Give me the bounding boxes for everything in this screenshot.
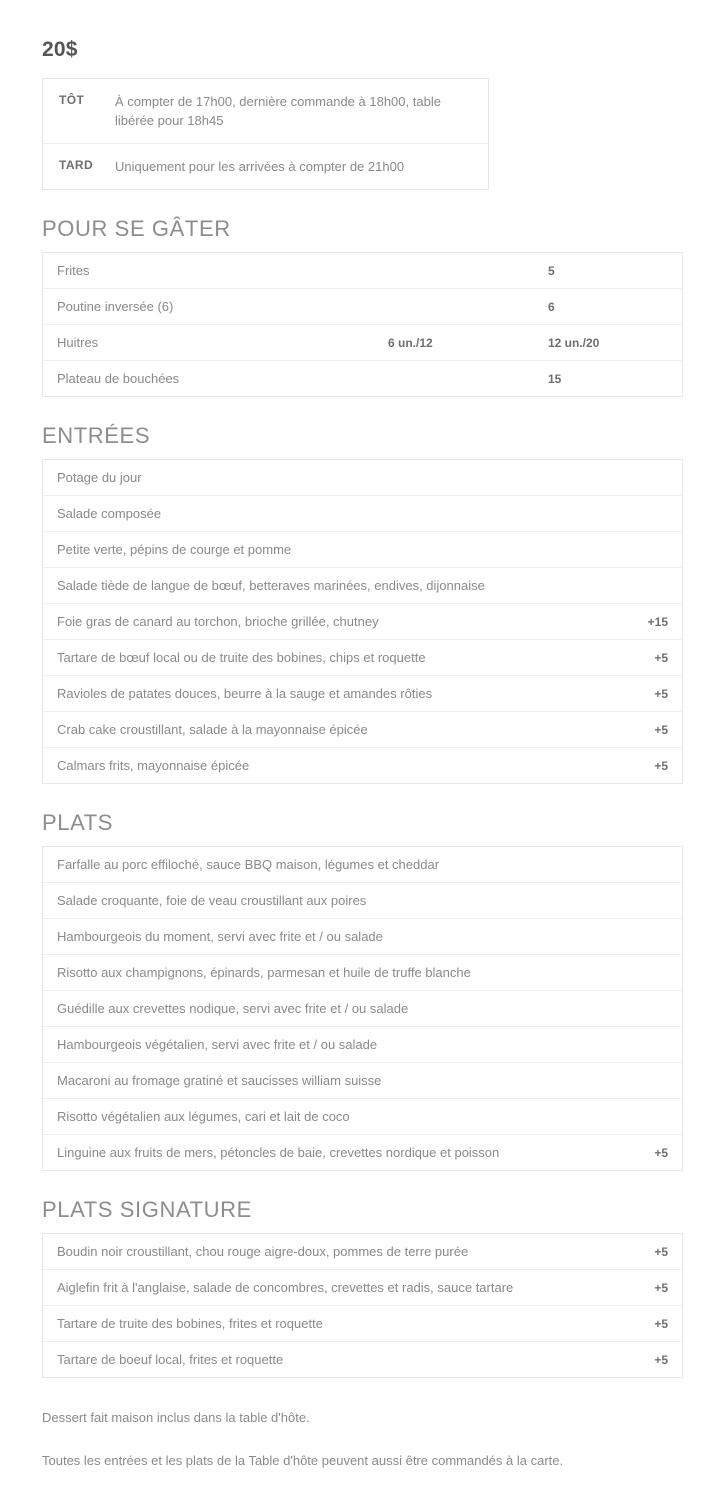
menu-item-price: +5 <box>654 650 668 665</box>
menu-item-row <box>43 1134 682 1170</box>
menu-item-price: +5 <box>654 1280 668 1295</box>
menu-item-row <box>43 531 682 567</box>
menu-item-row <box>43 1269 682 1305</box>
service-time-text: Uniquement pour les arrivées à compter de 21h00 <box>115 159 405 174</box>
menu-item-row <box>43 918 682 954</box>
service-time-row <box>43 143 488 189</box>
section-title-entrees: ENTRÉES <box>42 423 151 448</box>
menu-item-name: Linguine aux fruits de mers, pétoncles de baie, crevettes nordique et poisson <box>57 1145 500 1160</box>
menu-item-row <box>43 1341 682 1377</box>
menu-item-price: 15 <box>548 371 562 386</box>
menu-item-price: +15 <box>647 614 668 629</box>
menu-item-price: 12 un./20 <box>548 335 600 350</box>
menu-item-name: Tartare de truite des bobines, frites et roquette <box>57 1316 323 1331</box>
menu-item-row <box>43 882 682 918</box>
menu-item-name: Tartare de boeuf local, frites et roquette <box>57 1352 284 1367</box>
menu-item-row <box>43 324 682 360</box>
menu-item-row <box>43 495 682 531</box>
menu-item-row <box>43 1234 682 1269</box>
menu-item-name: Foie gras de canard au torchon, brioche grillée, chutney <box>57 614 379 629</box>
page-title: 20$ <box>42 38 78 61</box>
menu-content <box>0 38 723 1470</box>
menu-item-name: Risotto végétalien aux légumes, cari et lait de coco <box>57 1109 350 1124</box>
menu-item-price: +5 <box>654 758 668 773</box>
menu-item-name: Risotto aux champignons, épinards, parmesan et huile de truffe blanche <box>57 965 471 980</box>
service-time-label: TÔT <box>59 93 85 107</box>
footnote-a-la-carte: Toutes les entrées et les plats de la Table d'hôte peuvent aussi être commandés à la carte. <box>42 1453 564 1468</box>
menu-item-name: Hambourgeois du moment, servi avec frite et / ou salade <box>57 929 383 944</box>
menu-item-name: Hambourgeois végétalien, servi avec frite et / ou salade <box>57 1037 378 1052</box>
section-items-entrees <box>42 459 683 784</box>
menu-item-name: Aiglefin frit à l'anglaise, salade de concombres, crevettes et radis, sauce tartare <box>57 1280 514 1295</box>
menu-item-name: Potage du jour <box>57 470 142 485</box>
menu-item-name: Petite verte, pépins de courge et pomme <box>57 542 292 557</box>
menu-item-row <box>43 1098 682 1134</box>
menu-item-row <box>43 847 682 882</box>
menu-item-row <box>43 990 682 1026</box>
service-time-row <box>43 79 488 143</box>
menu-item-price: 6 <box>548 299 555 314</box>
menu-item-row <box>43 1062 682 1098</box>
footnote-dessert: Dessert fait maison inclus dans la table d'hôte. <box>42 1410 310 1425</box>
menu-item-name: Huitres <box>57 335 99 350</box>
menu-item-name: Crab cake croustillant, salade à la mayonnaise épicée <box>57 722 368 737</box>
menu-item-name: Calmars frits, mayonnaise épicée <box>57 758 250 773</box>
menu-item-name: Ravioles de patates douces, beurre à la sauge et amandes rôties <box>57 686 433 701</box>
menu-item-row <box>43 675 682 711</box>
menu-item-row <box>43 1305 682 1341</box>
menu-item-row <box>43 460 682 495</box>
section-title-plats: PLATS <box>42 810 114 835</box>
menu-item-row <box>43 711 682 747</box>
menu-item-price: +5 <box>654 1145 668 1160</box>
menu-item-price: +5 <box>654 1352 668 1367</box>
menu-item-name: Salade tiède de langue de bœuf, betteraves marinées, endives, dijonnaise <box>57 578 485 593</box>
section-title-pour-se-gater: POUR SE GÂTER <box>42 216 231 241</box>
menu-item-name: Frites <box>57 263 90 278</box>
section-items-pour-se-gater <box>42 252 683 397</box>
menu-item-name: Boudin noir croustillant, chou rouge aigre-doux, pommes de terre purée <box>57 1244 469 1259</box>
menu-item-row <box>43 567 682 603</box>
menu-item-name: Farfalle au porc effiloché, sauce BBQ maison, légumes et cheddar <box>57 857 440 872</box>
menu-item-price: +5 <box>654 686 668 701</box>
menu-item-row <box>43 1026 682 1062</box>
section-items-plats <box>42 846 683 1171</box>
menu-item-row <box>43 747 682 783</box>
menu-item-row <box>43 639 682 675</box>
menu-item-name: Tartare de bœuf local ou de truite des bobines, chips et roquette <box>57 650 426 665</box>
menu-item-name: Macaroni au fromage gratiné et saucisses william suisse <box>57 1073 382 1088</box>
menu-item-row <box>43 253 682 288</box>
menu-item-mid-price: 6 un./12 <box>388 335 433 350</box>
menu-item-name: Poutine inversée (6) <box>57 299 174 314</box>
section-title-plats-signature: PLATS SIGNATURE <box>42 1197 252 1222</box>
menu-item-name: Salade croquante, foie de veau croustillant aux poires <box>57 893 367 908</box>
menu-item-row <box>43 288 682 324</box>
menu-item-name: Guédille aux crevettes nodique, servi avec frite et / ou salade <box>57 1001 409 1016</box>
menu-item-name: Plateau de bouchées <box>57 371 180 386</box>
menu-item-row <box>43 603 682 639</box>
service-time-label: TARD <box>59 158 94 172</box>
menu-item-price: 5 <box>548 263 555 278</box>
menu-item-price: +5 <box>654 722 668 737</box>
menu-item-price: +5 <box>654 1244 668 1259</box>
menu-item-row <box>43 954 682 990</box>
service-time-text: À compter de 17h00, dernière commande à 18h00, table libérée pour 18h45 <box>115 94 441 128</box>
menu-item-row <box>43 360 682 396</box>
menu-item-price: +5 <box>654 1316 668 1331</box>
section-items-plats-signature <box>42 1233 683 1378</box>
menu-item-name: Salade composée <box>57 506 162 521</box>
service-times-box <box>42 78 489 190</box>
